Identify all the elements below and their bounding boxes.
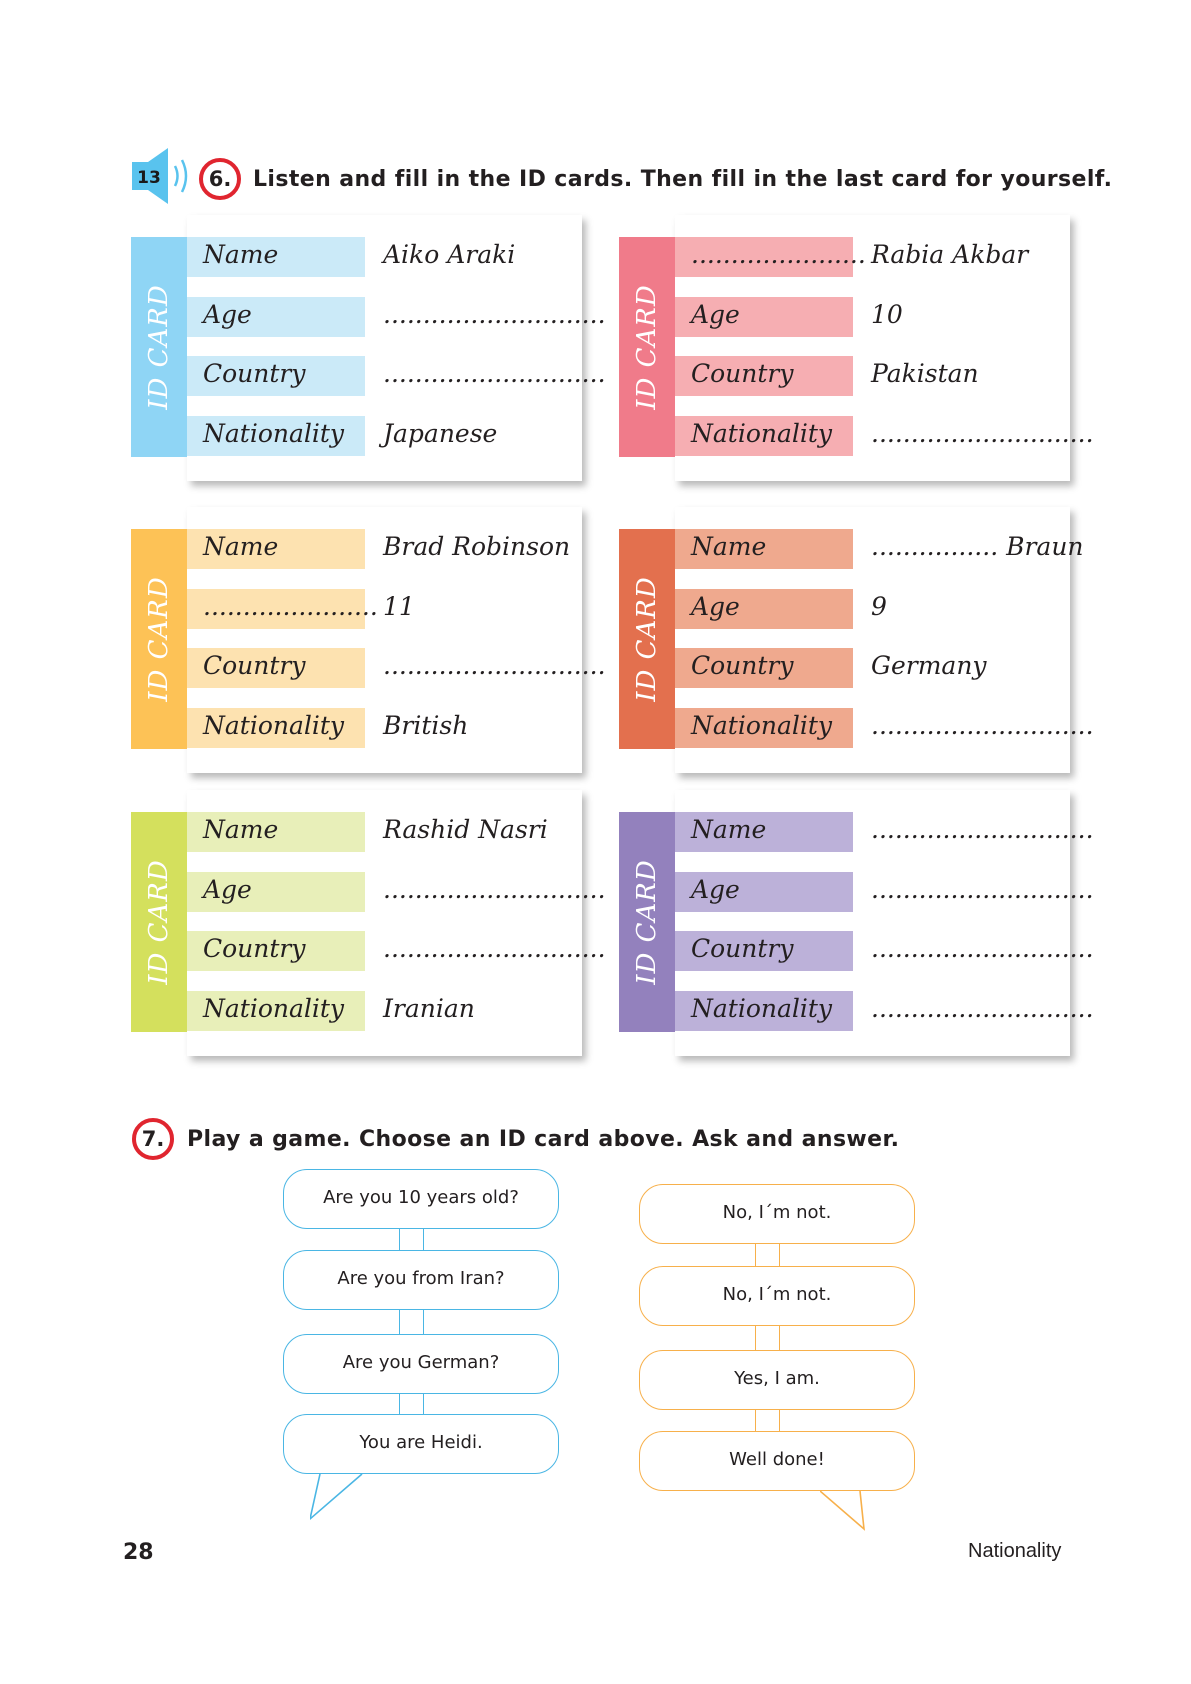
field-label-box	[187, 589, 378, 629]
field-label: Country	[203, 934, 306, 963]
field-label-box	[187, 708, 365, 748]
id-card-row	[187, 812, 582, 852]
field-label: Name	[203, 532, 279, 561]
field-value: Germany	[871, 651, 987, 680]
field-value[interactable]: ............................	[383, 651, 606, 680]
field-label: Country	[203, 651, 306, 680]
field-label-box	[675, 812, 853, 852]
field-label-box	[675, 931, 853, 971]
answer-bubble: Well done!	[639, 1431, 915, 1491]
field-value: Pakistan	[871, 359, 979, 388]
field-label: Name	[203, 815, 279, 844]
field-value[interactable]: ............................	[383, 300, 606, 329]
id-card-row	[187, 648, 606, 688]
id-card-row	[187, 708, 582, 748]
field-label-box	[675, 356, 853, 396]
field-value[interactable]: ............................	[871, 419, 1094, 448]
page-number: 28	[123, 1540, 154, 1565]
id-card-row	[675, 237, 1070, 277]
bubble-tail	[310, 1472, 390, 1532]
bubble-connector	[755, 1325, 757, 1351]
bubble-connector	[423, 1309, 425, 1335]
field-label: Age	[203, 875, 252, 904]
id-card-strip	[131, 812, 187, 1032]
id-card-row	[675, 529, 1084, 569]
field-label: Age	[691, 592, 740, 621]
exercise-6-number: 6.	[199, 158, 241, 200]
field-label: Country	[203, 359, 306, 388]
id-card	[131, 790, 606, 1060]
question-bubble: You are Heidi.	[283, 1414, 559, 1474]
field-value[interactable]: ............................	[383, 934, 606, 963]
answer-bubble: No, I´m not.	[639, 1266, 915, 1326]
id-card-row	[675, 356, 1070, 396]
id-card-row	[187, 529, 582, 569]
field-label-box	[675, 872, 853, 912]
exercise-7-instruction: Play a game. Choose an ID card above. Ask and answer.	[187, 1127, 900, 1152]
field-label-box	[675, 529, 853, 569]
field-value: Aiko Araki	[383, 240, 516, 269]
id-card-strip	[619, 812, 675, 1032]
field-label-box	[675, 991, 853, 1031]
field-label: Nationality	[203, 419, 345, 448]
exercise-6-instruction: Listen and fill in the ID cards. Then fill in the last card for yourself.	[253, 167, 1113, 192]
field-value[interactable]: ............................	[871, 994, 1094, 1023]
field-value[interactable]: ............................	[383, 875, 606, 904]
field-value: Iranian	[383, 994, 475, 1023]
field-label-box	[187, 648, 365, 688]
audio-track-number: 13	[137, 168, 161, 188]
answer-bubble: Yes, I am.	[639, 1350, 915, 1410]
field-label: Nationality	[203, 994, 345, 1023]
bubble-connector	[779, 1409, 781, 1432]
bubble-connector	[423, 1228, 425, 1251]
bubble-connector	[755, 1243, 757, 1267]
id-card	[619, 215, 1094, 485]
id-card-row	[675, 931, 1094, 971]
id-card-strip	[131, 529, 187, 749]
id-card-row	[675, 708, 1094, 748]
section-title: Nationality	[968, 1540, 1062, 1562]
field-label: Country	[691, 934, 794, 963]
field-label-box	[675, 589, 853, 629]
field-label: Name	[691, 815, 767, 844]
field-label: Name	[203, 240, 279, 269]
id-card-row	[187, 991, 582, 1031]
field-label-box	[675, 416, 853, 456]
id-card-row	[675, 416, 1094, 456]
field-label: Nationality	[691, 711, 833, 740]
field-label-box	[187, 529, 365, 569]
field-value: British	[383, 711, 469, 740]
field-label: Nationality	[203, 711, 345, 740]
field-value[interactable]: ............................	[871, 815, 1094, 844]
id-card-strip	[131, 237, 187, 457]
field-label-box	[675, 708, 853, 748]
bubble-connector	[399, 1309, 401, 1335]
bubble-connector	[779, 1243, 781, 1267]
field-label-box	[187, 297, 365, 337]
id-card-strip	[619, 529, 675, 749]
id-card-row	[675, 812, 1094, 852]
id-card-row	[675, 589, 1070, 629]
field-value[interactable]: ............................	[871, 934, 1094, 963]
id-card-title: ID CARD	[632, 576, 662, 702]
id-card-title: ID CARD	[144, 576, 174, 702]
id-card-title: ID CARD	[632, 284, 662, 410]
question-bubble: Are you 10 years old?	[283, 1169, 559, 1229]
field-label: Age	[691, 875, 740, 904]
id-card-title: ID CARD	[632, 859, 662, 985]
field-label: Age	[203, 300, 252, 329]
field-label-box	[187, 237, 365, 277]
bubble-connector	[399, 1228, 401, 1251]
id-card-row	[675, 991, 1094, 1031]
answer-bubble: No, I´m not.	[639, 1184, 915, 1244]
id-card-row	[187, 237, 582, 277]
bubble-tail	[820, 1489, 900, 1549]
field-value: 9	[871, 592, 887, 621]
field-value: Brad Robinson	[383, 532, 571, 561]
field-label-box	[187, 872, 365, 912]
field-label-box	[675, 648, 853, 688]
id-card-row	[187, 416, 582, 456]
id-card-row	[675, 872, 1094, 912]
field-value: Rabia Akbar	[871, 240, 1029, 269]
id-card-row	[187, 297, 606, 337]
bubble-connector	[755, 1409, 757, 1432]
bubble-connector	[423, 1393, 425, 1415]
id-card-row	[675, 648, 1070, 688]
id-card	[619, 507, 1094, 777]
field-label: Nationality	[691, 419, 833, 448]
field-label[interactable]: ......................	[691, 240, 866, 269]
field-label-box	[675, 297, 853, 337]
field-value[interactable]: ............................	[871, 711, 1094, 740]
exercise-7-number: 7.	[132, 1118, 174, 1160]
id-card-strip	[619, 237, 675, 457]
field-label-box	[187, 356, 365, 396]
id-card-row	[187, 931, 606, 971]
field-label-box	[187, 812, 365, 852]
id-card-row	[187, 356, 606, 396]
id-card	[131, 507, 606, 777]
field-label: Country	[691, 359, 794, 388]
field-value: Japanese	[383, 419, 498, 448]
field-label[interactable]: ......................	[203, 592, 378, 621]
field-label-box	[187, 991, 365, 1031]
field-label: Age	[691, 300, 740, 329]
id-card-title: ID CARD	[144, 284, 174, 410]
field-value: Rashid Nasri	[383, 815, 548, 844]
field-label: Nationality	[691, 994, 833, 1023]
question-bubble: Are you from Iran?	[283, 1250, 559, 1310]
id-card	[619, 790, 1094, 1060]
id-card-row	[675, 297, 1070, 337]
id-card-row	[187, 589, 582, 629]
bubble-connector	[399, 1393, 401, 1415]
field-value[interactable]: ............................	[871, 875, 1094, 904]
field-label-box	[675, 237, 866, 277]
field-label-box	[187, 931, 365, 971]
id-card-row	[187, 872, 606, 912]
question-bubble: Are you German?	[283, 1334, 559, 1394]
bubble-connector	[779, 1325, 781, 1351]
field-value: 10	[871, 300, 903, 329]
field-value[interactable]: ................ Braun	[871, 532, 1084, 561]
field-label: Country	[691, 651, 794, 680]
id-card-title: ID CARD	[144, 859, 174, 985]
field-value[interactable]: ............................	[383, 359, 606, 388]
id-card	[131, 215, 606, 485]
field-label-box	[187, 416, 365, 456]
field-value: 11	[383, 592, 415, 621]
field-label: Name	[691, 532, 767, 561]
